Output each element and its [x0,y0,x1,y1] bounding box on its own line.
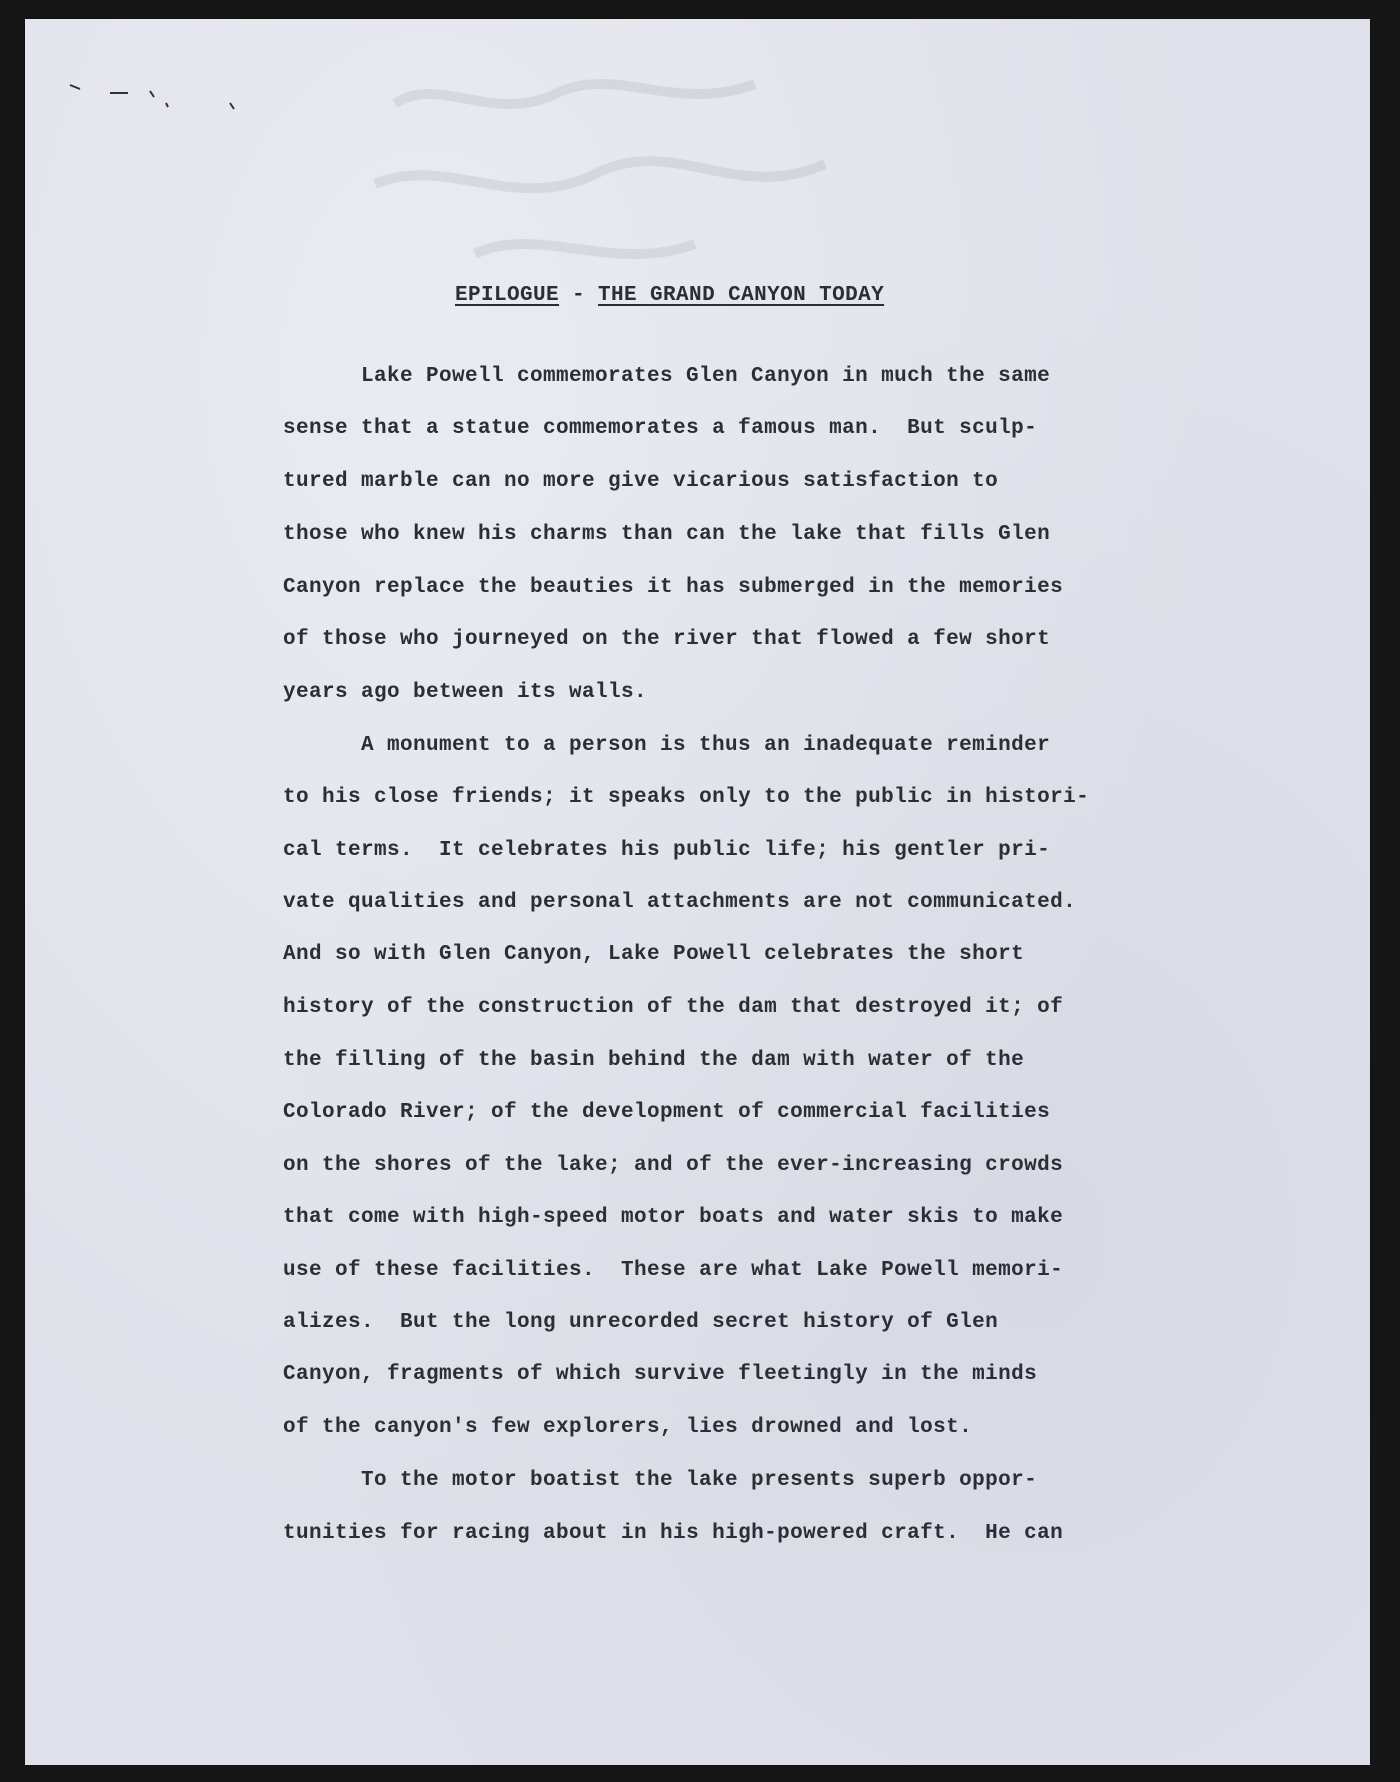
text-line: history of the construction of the dam that destroyed it; of [283,996,1064,1019]
text-line: sense that a statue commemorates a famous man. But sculp- [283,417,1038,440]
text-line: years ago between its walls. [283,681,648,704]
title-left: EPILOGUE [455,284,560,307]
text-line: Canyon replace the beauties it has submerged in the memories [283,576,1064,599]
paper-sheet [25,19,1370,1765]
page-title [455,284,884,307]
text-line: the filling of the basin behind the dam with water of the [283,1049,1025,1072]
text-line: that come with high-speed motor boats and water skis to make [283,1206,1064,1229]
text-line: Colorado River; of the development of commercial facilities [283,1101,1051,1124]
title-right: THE GRAND CANYON TODAY [598,284,885,307]
corner-ink-marks [50,69,270,119]
title-separator: - [559,284,599,307]
text-line: Lake Powell commemorates Glen Canyon in much the same [361,365,1051,388]
show-through-handwriting [355,64,875,284]
text-line: To the motor boatist the lake presents superb oppor- [361,1469,1038,1492]
text-line: tunities for racing about in his high-powered craft. He can [283,1522,1064,1545]
text-line: cal terms. It celebrates his public life; his gentler pri- [283,839,1051,862]
text-line: And so with Glen Canyon, Lake Powell celebrates the short [283,943,1025,966]
text-line: alizes. But the long unrecorded secret history of Glen [283,1311,999,1334]
text-line: of the canyon's few explorers, lies drowned and lost. [283,1416,973,1439]
text-line: Canyon, fragments of which survive fleetingly in the minds [283,1363,1038,1386]
text-line: tured marble can no more give vicarious satisfaction to [283,470,999,493]
text-line: on the shores of the lake; and of the ever-increasing crowds [283,1154,1064,1177]
text-line: to his close friends; it speaks only to the public in histori- [283,786,1090,809]
text-line: of those who journeyed on the river that flowed a few short [283,628,1051,651]
text-line: those who knew his charms than can the lake that fills Glen [283,523,1051,546]
text-line: A monument to a person is thus an inadequate reminder [361,734,1051,757]
text-line: vate qualities and personal attachments are not communicated. [283,891,1077,914]
text-line: use of these facilities. These are what Lake Powell memori- [283,1259,1064,1282]
